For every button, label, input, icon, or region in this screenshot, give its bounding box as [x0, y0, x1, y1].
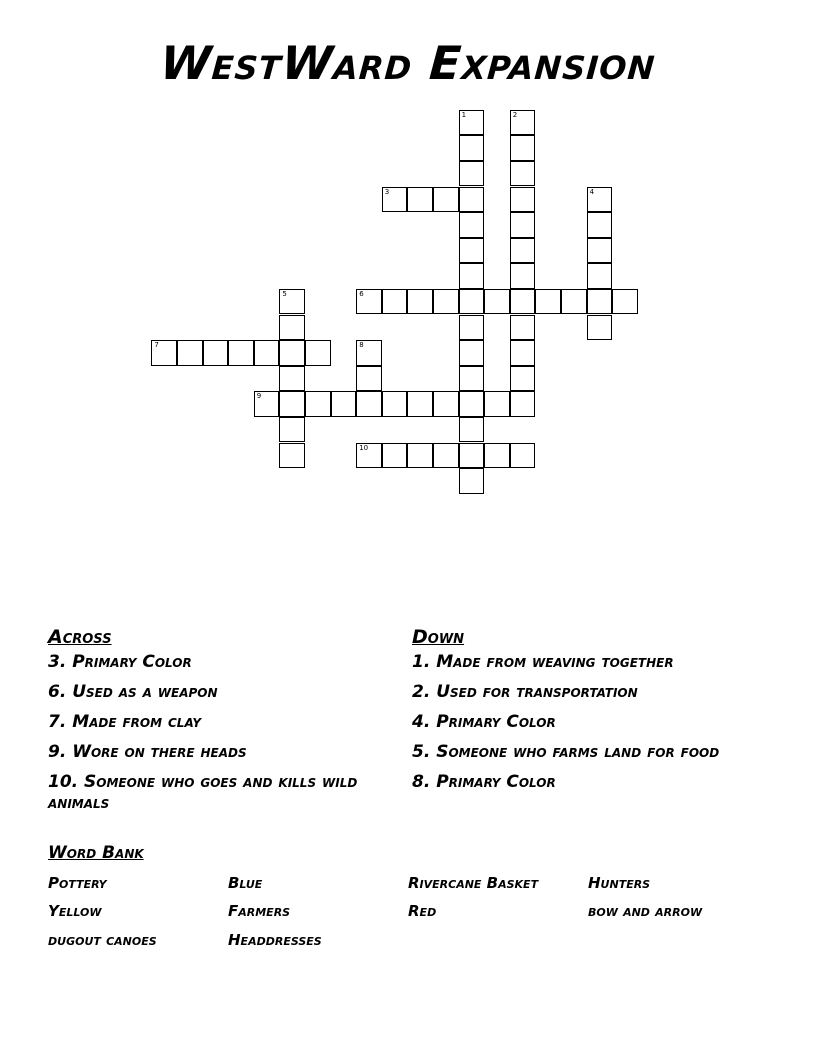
crossword-cell[interactable] — [279, 366, 305, 392]
across-clue: 10. Someone who goes and kills wild animals — [48, 772, 358, 813]
crossword-cell[interactable] — [510, 135, 536, 161]
crossword-cell[interactable] — [510, 161, 536, 187]
crossword-cell[interactable] — [459, 468, 485, 494]
crossword-cell[interactable] — [484, 391, 510, 417]
clue-number: 8 — [359, 341, 364, 350]
crossword-cell[interactable] — [510, 391, 536, 417]
page-title: WestWard Expansion — [158, 36, 658, 90]
clue-number: 6 — [359, 289, 364, 298]
crossword-cell[interactable] — [459, 212, 485, 238]
word-bank-item: Pottery — [48, 874, 107, 892]
crossword-cell[interactable] — [356, 289, 382, 315]
clue-number: 9 — [256, 392, 262, 401]
across-clue: 6. Used as a weapon — [48, 682, 218, 702]
across-clues — [48, 626, 388, 823]
clue-number: 3 — [384, 187, 390, 196]
down-clue: 4. Primary Color — [412, 712, 556, 732]
word-bank-item: dugout canoes — [48, 931, 157, 949]
clue-number: 10 — [359, 443, 369, 452]
clue-number: 7 — [154, 341, 159, 350]
crossword-cell[interactable] — [510, 443, 536, 469]
crossword-cell[interactable] — [459, 289, 485, 315]
crossword-cell[interactable] — [407, 443, 433, 469]
word-bank-item: Rivercane Basket — [408, 874, 539, 892]
crossword-cell[interactable] — [279, 315, 305, 341]
crossword-cell[interactable] — [459, 238, 485, 264]
crossword-cell[interactable] — [433, 289, 459, 315]
crossword-cell[interactable] — [279, 443, 305, 469]
crossword-cell[interactable] — [407, 187, 433, 213]
word-bank-item: Farmers — [228, 902, 291, 920]
crossword-cell[interactable] — [254, 340, 280, 366]
down-heading: Down — [412, 626, 465, 648]
crossword-cell[interactable] — [587, 187, 613, 213]
clue-number: 5 — [282, 289, 287, 298]
crossword-cell[interactable] — [459, 417, 485, 443]
crossword-cell[interactable] — [612, 289, 638, 315]
clue-number: 4 — [589, 187, 595, 196]
across-clue: 9. Wore on there heads — [48, 742, 247, 762]
crossword-cell[interactable] — [279, 417, 305, 443]
crossword-cell[interactable] — [587, 212, 613, 238]
crossword-cell[interactable] — [510, 315, 536, 341]
down-clues — [412, 626, 762, 802]
crossword-cell[interactable] — [510, 263, 536, 289]
crossword-cell[interactable] — [484, 289, 510, 315]
clue-number: 1 — [461, 110, 467, 119]
down-clue: 8. Primary Color — [412, 772, 556, 792]
word-bank-item: Yellow — [48, 902, 102, 920]
crossword-cell[interactable] — [305, 340, 331, 366]
crossword-cell[interactable] — [177, 340, 203, 366]
word-bank-item: Hunters — [588, 874, 651, 892]
crossword-cell[interactable] — [459, 315, 485, 341]
clue-number: 2 — [512, 110, 518, 119]
word-bank-item: bow and arrow — [588, 902, 703, 920]
crossword-cell[interactable] — [459, 110, 485, 136]
crossword-cell[interactable] — [587, 238, 613, 264]
crossword-cell[interactable] — [510, 187, 536, 213]
crossword-cell[interactable] — [459, 340, 485, 366]
crossword-cell[interactable] — [459, 443, 485, 469]
crossword-cell[interactable] — [279, 340, 305, 366]
across-clue: 7. Made from clay — [48, 712, 202, 732]
crossword-cell[interactable] — [459, 135, 485, 161]
crossword-cell[interactable] — [459, 187, 485, 213]
crossword-cell[interactable] — [382, 289, 408, 315]
crossword-cell[interactable] — [254, 391, 280, 417]
crossword-cell[interactable] — [407, 289, 433, 315]
across-clue: 3. Primary Color — [48, 652, 192, 672]
crossword-cell[interactable] — [433, 187, 459, 213]
crossword-cell[interactable] — [510, 212, 536, 238]
crossword-cell[interactable] — [459, 161, 485, 187]
crossword-cell[interactable] — [433, 391, 459, 417]
crossword-cell[interactable] — [433, 443, 459, 469]
across-heading: Across — [48, 626, 112, 648]
crossword-cell[interactable] — [382, 187, 408, 213]
crossword-cell[interactable] — [587, 315, 613, 341]
crossword-cell[interactable] — [459, 391, 485, 417]
crossword-cell[interactable] — [459, 263, 485, 289]
crossword-cell[interactable] — [510, 366, 536, 392]
crossword-cell[interactable] — [561, 289, 587, 315]
crossword-cell[interactable] — [356, 366, 382, 392]
down-clue: 5. Someone who farms land for food — [412, 742, 720, 762]
crossword-cell[interactable] — [382, 391, 408, 417]
crossword-cell[interactable] — [331, 391, 357, 417]
crossword-cell[interactable] — [484, 443, 510, 469]
crossword-cell[interactable] — [151, 340, 177, 366]
crossword-cell[interactable] — [510, 238, 536, 264]
crossword-cell[interactable] — [279, 289, 305, 315]
crossword-cell[interactable] — [407, 391, 433, 417]
crossword-cell[interactable] — [356, 443, 382, 469]
crossword-cell[interactable] — [382, 443, 408, 469]
down-clue: 2. Used for transportation — [412, 682, 638, 702]
down-clue: 1. Made from weaving together — [412, 652, 674, 672]
word-bank-item: Red — [408, 902, 437, 920]
crossword-cell[interactable] — [459, 366, 485, 392]
word-bank-heading: Word Bank — [48, 843, 144, 863]
crossword-cell[interactable] — [510, 289, 536, 315]
crossword-cell[interactable] — [510, 340, 536, 366]
crossword-cell[interactable] — [356, 391, 382, 417]
crossword-cell[interactable] — [587, 263, 613, 289]
word-bank-item: Blue — [228, 874, 263, 892]
crossword-cell[interactable] — [587, 289, 613, 315]
crossword-cell[interactable] — [535, 289, 561, 315]
crossword-cell[interactable] — [279, 391, 305, 417]
word-bank-item: Headdresses — [228, 931, 322, 949]
crossword-cell[interactable] — [510, 110, 536, 136]
crossword-cell[interactable] — [356, 340, 382, 366]
crossword-cell[interactable] — [305, 391, 331, 417]
crossword-cell[interactable] — [228, 340, 254, 366]
crossword-cell[interactable] — [203, 340, 229, 366]
